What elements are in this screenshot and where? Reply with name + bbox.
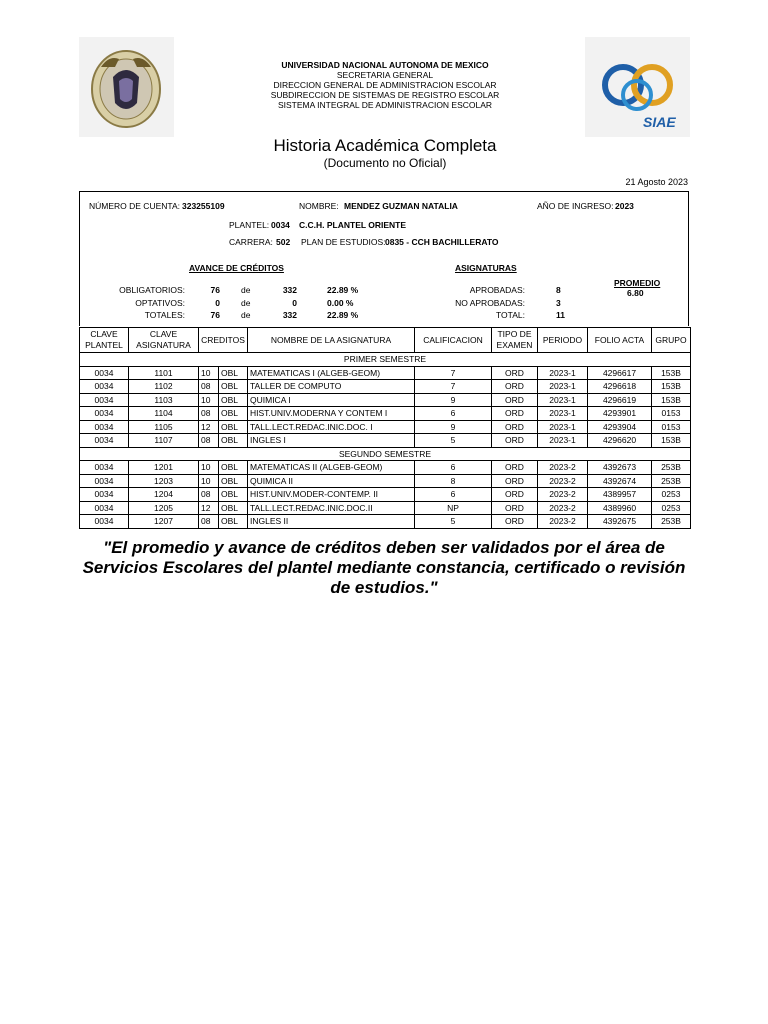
table-cell: TALL.LECT.REDAC.INIC.DOC.II	[248, 501, 415, 515]
table-cell: 12	[199, 501, 219, 515]
table-cell: 4392674	[588, 474, 652, 488]
table-cell: 0034	[80, 461, 129, 475]
table-cell: OBL	[219, 393, 248, 407]
name-label: NOMBRE:	[299, 201, 339, 211]
subjects-row-value: 11	[556, 310, 565, 320]
account-number: 323255109	[182, 201, 225, 211]
table-cell: 2023-2	[538, 488, 588, 502]
subjects-row-label: TOTAL:	[496, 310, 525, 320]
semester-name: SEGUNDO SEMESTRE	[80, 447, 691, 461]
grades-table	[79, 327, 691, 529]
table-cell: 2023-1	[538, 407, 588, 421]
header-line: SUBDIRECCION DE SISTEMAS DE REGISTRO ESCOLAR	[270, 90, 500, 100]
table-cell: 2023-2	[538, 501, 588, 515]
table-cell: 10	[199, 461, 219, 475]
plan-label: PLAN DE ESTUDIOS:	[301, 237, 386, 247]
table-row	[80, 420, 691, 434]
semester-header-row	[80, 353, 691, 367]
table-row	[80, 488, 691, 502]
table-row	[80, 380, 691, 394]
table-cell: 0034	[80, 474, 129, 488]
document-subtitle: (Documento no Oficial)	[323, 156, 447, 170]
table-cell: 10	[199, 393, 219, 407]
header-line: SISTEMA INTEGRAL DE ADMINISTRACION ESCOLAR	[277, 100, 493, 110]
subjects-heading: ASIGNATURAS	[455, 263, 517, 273]
semester-name: PRIMER SEMESTRE	[80, 353, 691, 367]
table-cell: 0253	[652, 488, 691, 502]
credits-row-pct: 0.00 %	[327, 298, 354, 308]
table-cell: 4296619	[588, 393, 652, 407]
header-line: DIRECCION GENERAL DE ADMINISTRACION ESCOLAR	[273, 80, 497, 90]
table-cell: 08	[199, 488, 219, 502]
table-cell: HIST.UNIV.MODER-CONTEMP. II	[248, 488, 415, 502]
table-cell: TALLER DE COMPUTO	[248, 380, 415, 394]
table-cell: ORD	[492, 515, 538, 529]
table-cell: 7	[415, 366, 492, 380]
table-cell: OBL	[219, 366, 248, 380]
table-cell: 2023-2	[538, 461, 588, 475]
credits-row-total: 332	[282, 310, 297, 320]
career-code: 502	[276, 237, 291, 247]
table-cell: 0034	[80, 434, 129, 448]
table-cell: 4293904	[588, 420, 652, 434]
siae-logo-text: SIAE	[643, 114, 676, 130]
table-cell: 9	[415, 393, 492, 407]
credits-heading: AVANCE DE CRÉDITOS	[189, 263, 284, 273]
table-cell: 1204	[129, 488, 199, 502]
table-cell: OBL	[219, 461, 248, 475]
table-cell: 4296617	[588, 366, 652, 380]
table-cell: ORD	[492, 407, 538, 421]
document-date: 21 Agosto 2023	[625, 177, 688, 187]
credits-row-of: de	[241, 285, 251, 295]
table-cell: OBL	[219, 380, 248, 394]
table-cell: 5	[415, 515, 492, 529]
table-cell: 1205	[129, 501, 199, 515]
university-name: UNIVERSIDAD NACIONAL AUTONOMA DE MEXICO	[281, 60, 489, 70]
table-cell: 1107	[129, 434, 199, 448]
table-cell: 08	[199, 380, 219, 394]
subjects-row-label: APROBADAS:	[469, 285, 525, 295]
table-cell: HIST.UNIV.MODERNA Y CONTEM I	[248, 407, 415, 421]
table-cell: 6	[415, 461, 492, 475]
grades-table-body	[80, 353, 691, 529]
average-value: 6.80	[627, 288, 644, 298]
table-cell: 1102	[129, 380, 199, 394]
credits-row-of: de	[241, 298, 251, 308]
column-header: PERIODO	[538, 328, 588, 353]
table-cell: ORD	[492, 366, 538, 380]
table-cell: ORD	[492, 380, 538, 394]
entry-year: 2023	[615, 201, 634, 211]
table-cell: ORD	[492, 501, 538, 515]
table-cell: 1203	[129, 474, 199, 488]
campus-label: PLANTEL:	[229, 220, 270, 230]
table-cell: OBL	[219, 407, 248, 421]
table-cell: NP	[415, 501, 492, 515]
table-cell: 1101	[129, 366, 199, 380]
table-cell: OBL	[219, 420, 248, 434]
student-name: MENDEZ GUZMAN NATALIA	[344, 201, 458, 211]
table-cell: INGLES I	[248, 434, 415, 448]
table-row	[80, 461, 691, 475]
semester-header-row	[80, 447, 691, 461]
table-cell: 6	[415, 488, 492, 502]
column-header: FOLIO ACTA	[588, 328, 652, 353]
table-row	[80, 515, 691, 529]
column-header: CALIFICACION	[415, 328, 492, 353]
table-cell: 2023-1	[538, 434, 588, 448]
table-cell: 10	[199, 366, 219, 380]
table-cell: ORD	[492, 434, 538, 448]
credits-row-total: 0	[292, 298, 297, 308]
table-cell: 6	[415, 407, 492, 421]
career-label: CARRERA:	[229, 237, 273, 247]
table-cell: 08	[199, 515, 219, 529]
table-cell: QUIMICA II	[248, 474, 415, 488]
table-cell: 153B	[652, 366, 691, 380]
table-cell: ORD	[492, 474, 538, 488]
table-cell: MATEMATICAS II (ALGEB-GEOM)	[248, 461, 415, 475]
document-title: Historia Académica Completa	[273, 136, 497, 155]
table-cell: 4392673	[588, 461, 652, 475]
table-cell: 253B	[652, 461, 691, 475]
table-cell: 7	[415, 380, 492, 394]
table-cell: 253B	[652, 515, 691, 529]
credits-row-of: de	[241, 310, 251, 320]
table-cell: OBL	[219, 515, 248, 529]
student-info-panel	[79, 191, 689, 326]
table-cell: 5	[415, 434, 492, 448]
credits-row-total: 332	[282, 285, 297, 295]
table-cell: TALL.LECT.REDAC.INIC.DOC. I	[248, 420, 415, 434]
credits-row-pct: 22.89 %	[327, 310, 359, 320]
column-header: GRUPO	[652, 328, 691, 353]
subjects-row-label: NO APROBADAS:	[455, 298, 525, 308]
table-row	[80, 366, 691, 380]
credits-row-label: OBLIGATORIOS:	[119, 285, 185, 295]
table-cell: 4389960	[588, 501, 652, 515]
table-cell: 0034	[80, 488, 129, 502]
table-cell: 0034	[80, 366, 129, 380]
table-cell: 153B	[652, 380, 691, 394]
table-cell: 0034	[80, 393, 129, 407]
table-cell: 12	[199, 420, 219, 434]
table-cell: ORD	[492, 420, 538, 434]
table-cell: 4293901	[588, 407, 652, 421]
table-cell: 153B	[652, 434, 691, 448]
table-cell: 2023-1	[538, 393, 588, 407]
table-cell: 153B	[652, 393, 691, 407]
table-cell: ORD	[492, 393, 538, 407]
credits-row-value: 76	[210, 285, 220, 295]
table-cell: MATEMATICAS I (ALGEB-GEOM)	[248, 366, 415, 380]
table-cell: 1103	[129, 393, 199, 407]
column-header: CLAVE ASIGNATURA	[129, 328, 199, 353]
table-cell: 0034	[80, 501, 129, 515]
table-cell: 08	[199, 434, 219, 448]
average-label: PROMEDIO	[614, 278, 661, 288]
table-cell: 1104	[129, 407, 199, 421]
table-cell: OBL	[219, 501, 248, 515]
siae-logo	[585, 37, 690, 137]
table-cell: OBL	[219, 488, 248, 502]
table-row	[80, 393, 691, 407]
table-cell: 0153	[652, 420, 691, 434]
table-cell: 4296618	[588, 380, 652, 394]
table-header-row	[80, 328, 691, 353]
table-cell: 0034	[80, 407, 129, 421]
validation-note: "El promedio y avance de créditos deben ser validados por el área de Servicios Escolares del plantel mediante constancia, certificado o revisión de estudios."	[82, 538, 686, 597]
table-cell: 0153	[652, 407, 691, 421]
table-cell: 2023-1	[538, 420, 588, 434]
table-cell: 9	[415, 420, 492, 434]
table-row	[80, 474, 691, 488]
credits-row-label: TOTALES:	[144, 310, 185, 320]
institution-header	[180, 60, 590, 110]
table-cell: 2023-1	[538, 366, 588, 380]
credits-row-pct: 22.89 %	[327, 285, 359, 295]
column-header: CLAVE PLANTEL	[80, 328, 129, 353]
table-row	[80, 407, 691, 421]
campus-code: 0034	[271, 220, 290, 230]
subjects-row-value: 3	[556, 298, 561, 308]
table-cell: QUIMICA I	[248, 393, 415, 407]
credits-row-value: 76	[210, 310, 220, 320]
unam-seal-logo	[79, 37, 174, 137]
credits-row-value: 0	[215, 298, 220, 308]
table-cell: 0034	[80, 515, 129, 529]
table-cell: 1105	[129, 420, 199, 434]
table-cell: OBL	[219, 434, 248, 448]
table-cell: 4389957	[588, 488, 652, 502]
table-cell: 0034	[80, 380, 129, 394]
column-header: CREDITOS	[199, 328, 248, 353]
table-cell: INGLES II	[248, 515, 415, 529]
table-cell: 1201	[129, 461, 199, 475]
credits-row-label: OPTATIVOS:	[135, 298, 185, 308]
table-cell: 4392675	[588, 515, 652, 529]
table-cell: 2023-1	[538, 380, 588, 394]
account-label: NÚMERO DE CUENTA:	[89, 201, 180, 211]
table-cell: 4296620	[588, 434, 652, 448]
table-cell: 0034	[80, 420, 129, 434]
table-cell: 8	[415, 474, 492, 488]
table-cell: 0253	[652, 501, 691, 515]
table-cell: 253B	[652, 474, 691, 488]
table-cell: 1207	[129, 515, 199, 529]
subjects-row-value: 8	[556, 285, 561, 295]
header-line: SECRETARIA GENERAL	[336, 70, 434, 80]
table-cell: 08	[199, 407, 219, 421]
table-cell: 2023-2	[538, 515, 588, 529]
table-cell: ORD	[492, 461, 538, 475]
campus-name: C.C.H. PLANTEL ORIENTE	[299, 220, 407, 230]
table-cell: OBL	[219, 474, 248, 488]
table-cell: 2023-2	[538, 474, 588, 488]
year-label: AÑO DE INGRESO:	[537, 201, 614, 211]
table-cell: 10	[199, 474, 219, 488]
table-row	[80, 434, 691, 448]
column-header: NOMBRE DE LA ASIGNATURA	[248, 328, 415, 353]
column-header: TIPO DE EXAMEN	[492, 328, 538, 353]
table-row	[80, 501, 691, 515]
table-cell: ORD	[492, 488, 538, 502]
study-plan: 0835 - CCH BACHILLERATO	[385, 237, 499, 247]
